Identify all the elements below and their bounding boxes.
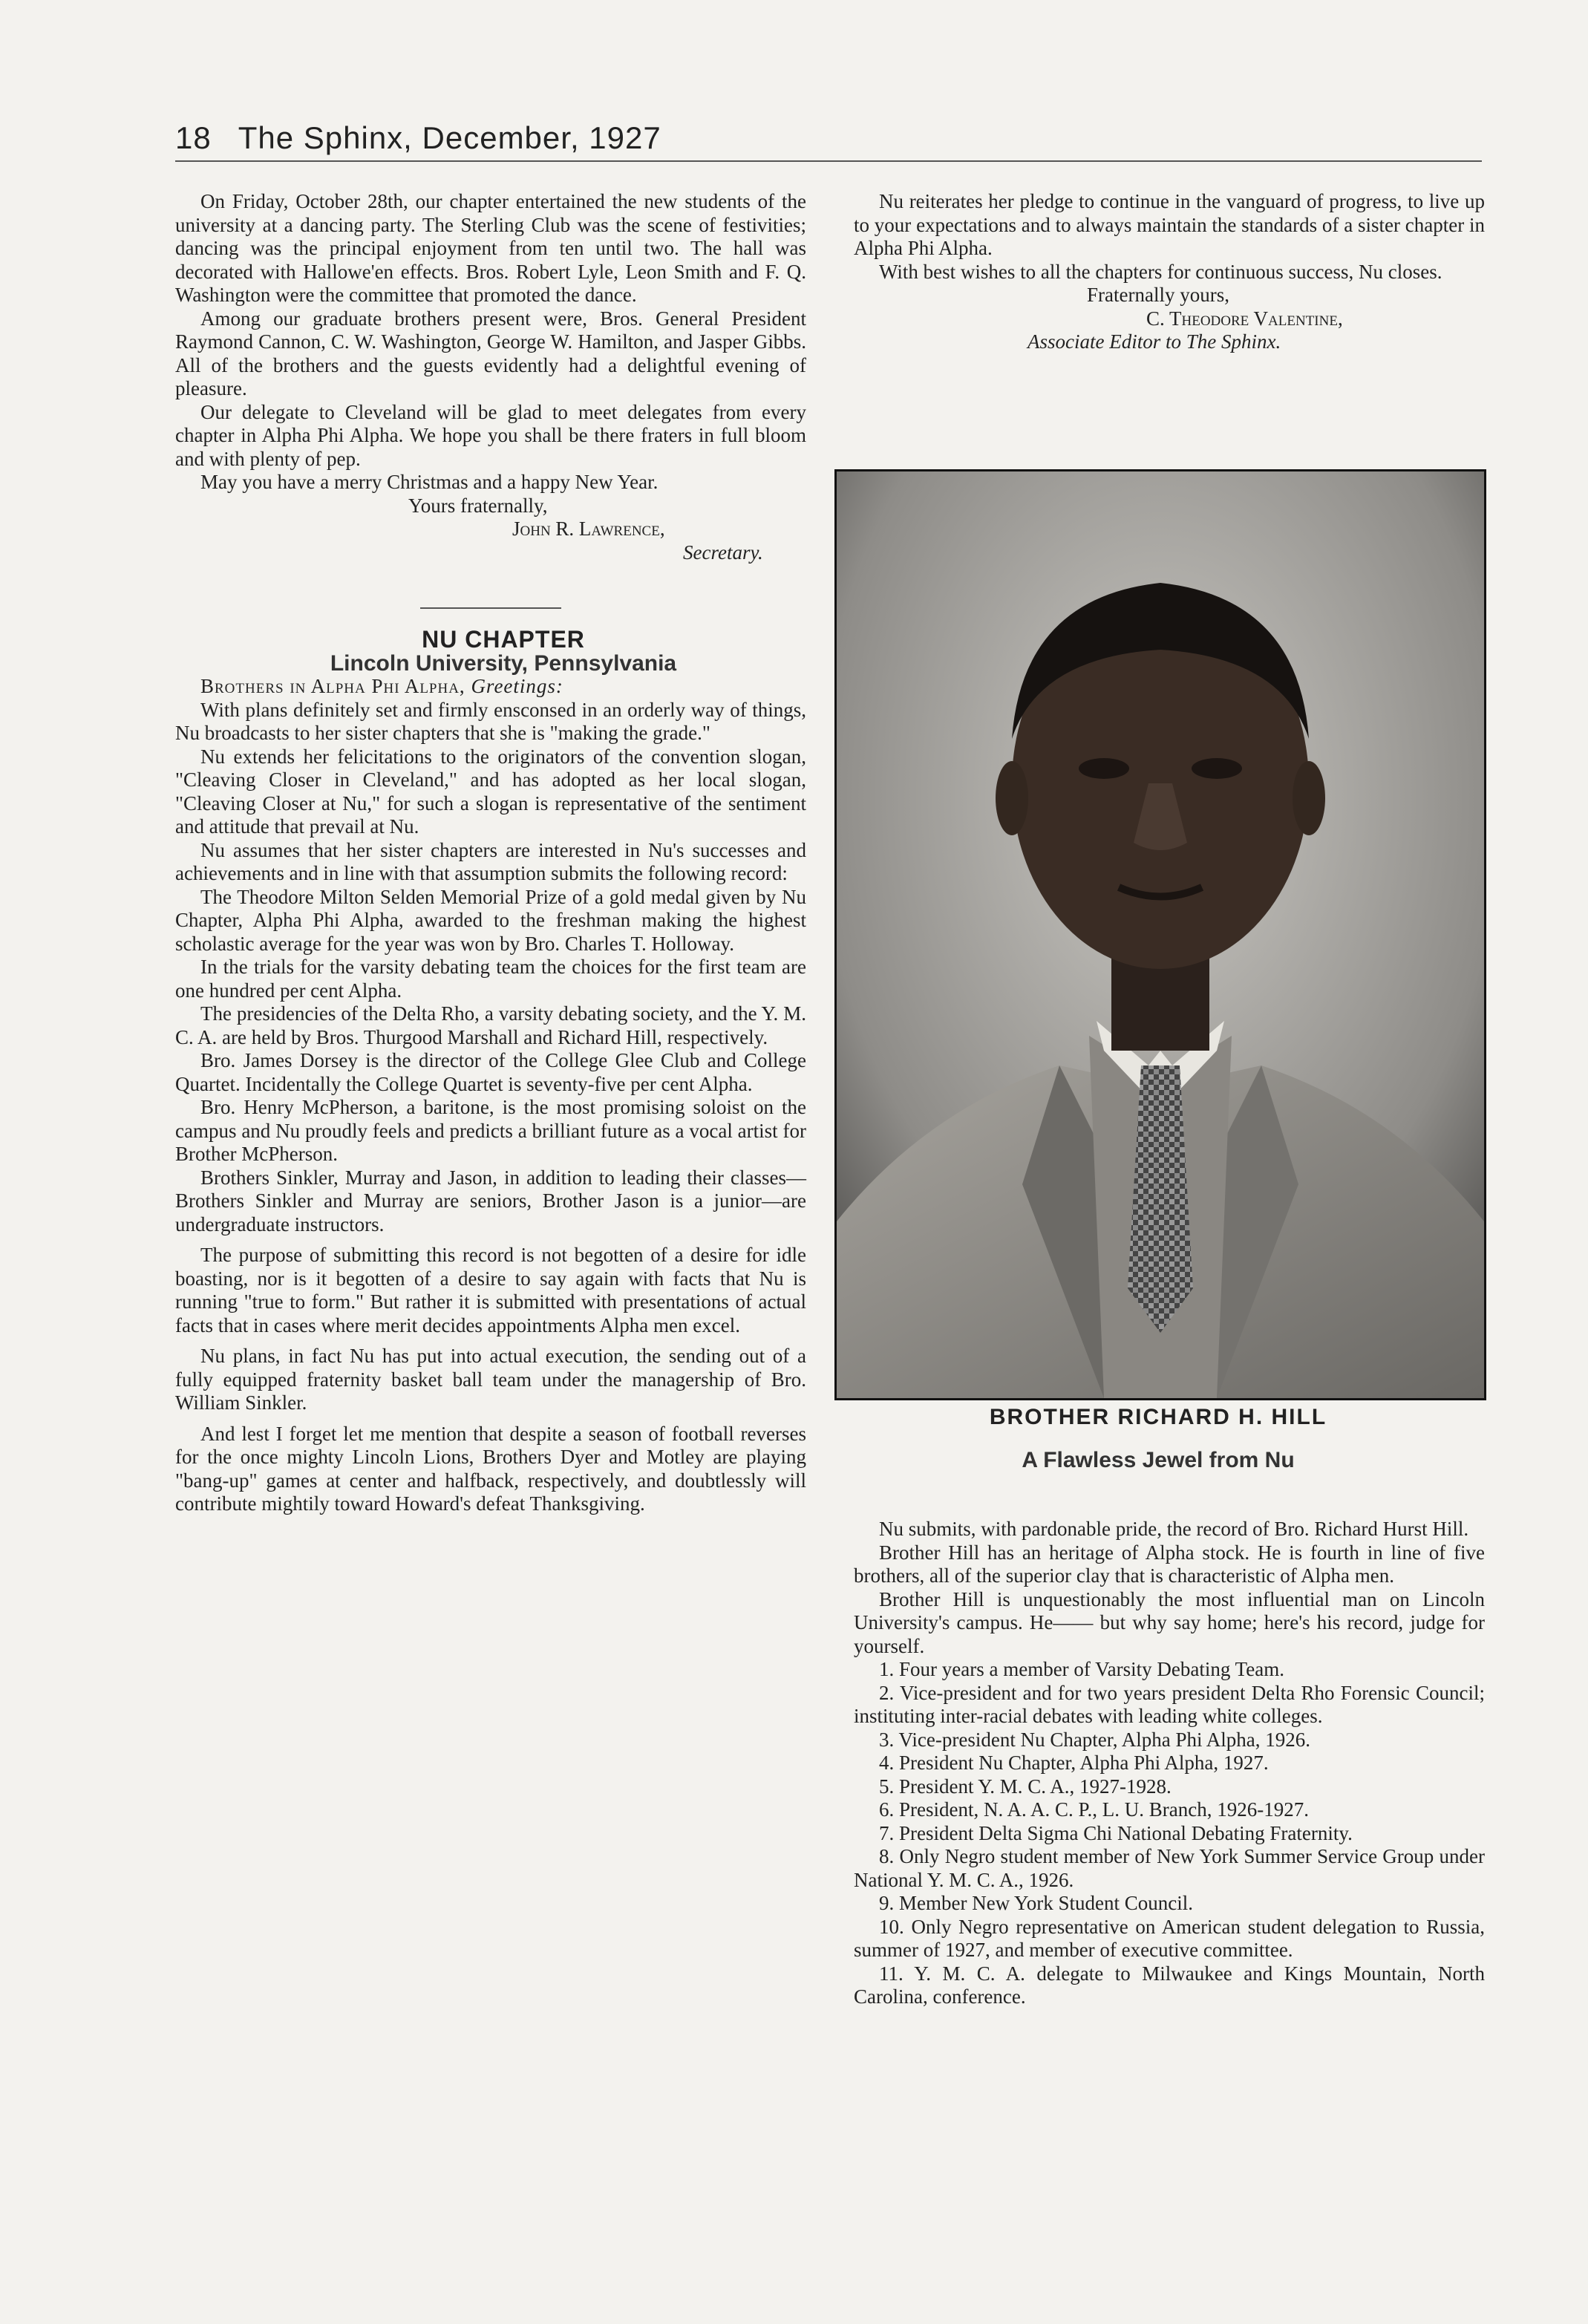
paragraph: Nu submits, with pardonable pride, the record of Bro. Richard Hurst Hill. <box>879 1518 1469 1540</box>
paragraph: With plans definitely set and firmly ensconsed in an orderly way of things, Nu broadcasts to her sister chapters that she is "making the grade." <box>175 698 806 744</box>
paragraph: With best wishes to all the chapters for continuous success, Nu closes. <box>879 260 1442 283</box>
paragraph: Nu plans, in fact Nu has put into actual execution, the sending out of a fully equipped fraternity basket ball team under the managership of Bro. William Sinkler. <box>175 1345 806 1414</box>
signer-title: Secretary. <box>683 541 763 564</box>
paragraph: May you have a merry Christmas and a happy New Year. <box>200 471 659 493</box>
paragraph: Nu reiterates her pledge to continue in the vanguard of progress, to live up to your expectations and to always maintain the standards of a sister chapter in Alpha Phi Alpha. <box>854 190 1485 259</box>
signer-name: C. Theodore Valentine, <box>1146 307 1343 330</box>
portrait-photo <box>834 469 1486 1400</box>
section-divider <box>420 607 561 609</box>
signer-title: Associate Editor to The Sphinx. <box>1027 330 1281 353</box>
page-number: 18 <box>175 120 212 155</box>
list-item: 6. President, N. A. A. C. P., L. U. Branch, 1926-1927. <box>879 1798 1309 1821</box>
paragraph: Among our graduate brothers present were, Bros. General President Raymond Cannon, C. W. Washington, George W. Hamilton, and Jasper Gibbs. All of the brothers and the guests evidently had a delightful evening of pleasure. <box>175 307 806 399</box>
page-header <box>175 104 1482 162</box>
photo-caption-name: BROTHER RICHARD H. HILL <box>989 1405 1327 1429</box>
greeting-word: Greetings: <box>471 675 563 697</box>
right-column-top <box>854 190 1485 354</box>
photo-caption-subtitle: A Flawless Jewel from Nu <box>1022 1448 1295 1472</box>
paragraph: Our delegate to Cleveland will be glad to meet delegates from every chapter in Alpha Phi Alpha. We hope you shall be there fraters in full bloom and with plenty of pep. <box>175 400 806 470</box>
chapter-subheading: Lincoln University, Pennsylvania <box>330 650 677 676</box>
paragraph: Brother Hill is unquestionably the most influential man on Lincoln University's campus. He—— but why say home; here's his record, judge for yourself. <box>854 1587 1485 1657</box>
signer-name: John R. Lawrence, <box>512 518 665 540</box>
paragraph: In the trials for the varsity debating team the choices for the first team are one hundred per cent Alpha. <box>175 956 806 1002</box>
paragraph: The presidencies of the Delta Rho, a varsity debating society, and the Y. M. C. A. are held by Bros. Thurgood Marshall and Richard Hill, respectively. <box>175 1002 806 1048</box>
paragraph: On Friday, October 28th, our chapter entertained the new students of the university at a dancing party. The Sterling Club was the scene of festivities; dancing was the principal enjoyment from ten until two. The hall was decorated with Hallowe'en effects. Bros. Robert Lyle, Leon Smith and F. Q. Washington were the committee that promoted the dance. <box>175 190 806 306</box>
right-column-bottom <box>854 1518 1485 2009</box>
closing: Fraternally yours, <box>1087 284 1229 306</box>
list-item: 11. Y. M. C. A. delegate to Milwaukee and Kings Mountain, North Carolina, conference. <box>854 1962 1485 2008</box>
greeting-salutation: Brothers in Alpha Phi Alpha, <box>200 675 465 697</box>
list-item: 2. Vice-president and for two years president Delta Rho Forensic Council; instituting inter-racial debates with leading white colleges. <box>854 1681 1485 1727</box>
closing: Yours fraternally, <box>408 494 548 517</box>
paragraph: Bro. Henry McPherson, a baritone, is the most promising soloist on the campus and Nu proudly feels and predicts a brilliant future as a vocal artist for Brother McPherson. <box>175 1096 806 1165</box>
paragraph: Nu extends her felicitations to the originators of the convention slogan, "Cleaving Closer in Cleveland," and has adopted as her local slogan, "Cleaving Closer at Nu," for such a slogan is representative of the sentiment and attitude that prevail at Nu. <box>175 745 806 838</box>
paragraph: Brothers Sinkler, Murray and Jason, in addition to leading their classes—Brothers Sinkler and Murray are seniors, Brother Jason is a junior—are undergraduate instructors. <box>175 1166 806 1236</box>
paragraph: And lest I forget let me mention that despite a season of football reverses for the once mighty Lincoln Lions, Brothers Dyer and Motley are playing "bang-up" games at center and halfback, respectively, and doubtlessly will contribute mightily toward Howard's defeat Thanksgiving. <box>175 1422 806 1515</box>
list-item: 1. Four years a member of Varsity Debating Team. <box>879 1658 1284 1680</box>
left-column <box>175 190 806 1516</box>
paragraph: Brother Hill has an heritage of Alpha stock. He is fourth in line of five brothers, all of the superior clay that is characteristic of Alpha men. <box>854 1541 1485 1587</box>
paragraph: Bro. James Dorsey is the director of the College Glee Club and College Quartet. Incidentally the College Quartet is seventy-five per cent Alpha. <box>175 1049 806 1095</box>
list-item: 3. Vice-president Nu Chapter, Alpha Phi Alpha, 1926. <box>879 1728 1310 1751</box>
portrait-image <box>837 471 1484 1398</box>
publication-title: The Sphinx, December, 1927 <box>238 120 661 155</box>
list-item: 4. President Nu Chapter, Alpha Phi Alpha, 1927. <box>879 1752 1269 1774</box>
paragraph: Nu assumes that her sister chapters are interested in Nu's successes and achievements and in line with that assumption submits the following record: <box>175 838 806 884</box>
list-item: 10. Only Negro representative on American student delegation to Russia, summer of 1927, and member of executive committee. <box>854 1915 1485 1961</box>
greeting <box>175 675 806 699</box>
list-item: 8. Only Negro student member of New York Summer Service Group under National Y. M. C. A., 1926. <box>854 1845 1485 1891</box>
list-item: 5. President Y. M. C. A., 1927-1928. <box>879 1775 1172 1798</box>
paragraph: The Theodore Milton Selden Memorial Prize of a gold medal given by Nu Chapter, Alpha Phi Alpha, awarded to the freshman making the highest scholastic average for the year was won by Bro. Charles T. Holloway. <box>175 885 806 955</box>
list-item: 7. President Delta Sigma Chi National Debating Fraternity. <box>879 1821 1353 1844</box>
paragraph: The purpose of submitting this record is not begotten of a desire for idle boasting, nor is it begotten of a desire to say again with facts that Nu is running "true to form." But rather it is submitted with presentations of actual facts that in cases where merit decides appointments Alpha men excel. <box>175 1244 806 1336</box>
chapter-heading: NU CHAPTER <box>422 626 585 653</box>
list-item: 9. Member New York Student Council. <box>879 1892 1193 1914</box>
